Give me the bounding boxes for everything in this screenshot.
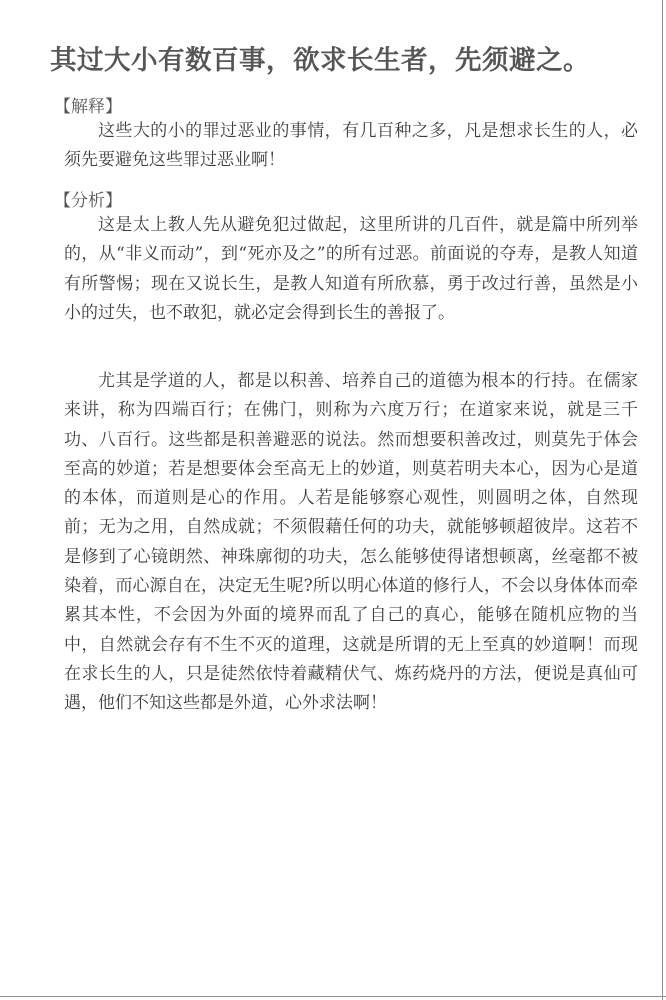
analysis-paragraph-1: 这是太上教人先从避免犯过做起，这里所讲的几百件，就是篇中所列举的，从“非义而动”，到“死亦及之”的所有过恶。前面说的夺寿，是教人知道有所警惕；现在又说长生，是教人知道有所欣慕，勇于改过行善，虽然是小小的过失，也不敢犯，就必定会得到长生的善报了。 — [64, 215, 638, 323]
analysis-label: 【分析】 — [54, 191, 122, 211]
explanation-text: 这些大的小的罪过恶业的事情，有几百种之多，凡是想求长生的人，必须先要避免这些罪过恶业啊！ — [64, 121, 638, 171]
explanation-label: 【解释】 — [54, 97, 122, 117]
analysis-paragraph-2: 尤其是学道的人，都是以积善、培养自己的道德为根本的行持。在儒家来讲，称为四端百行；在佛门，则称为六度万行；在道家来说，就是三千功、八百行。这些都是积善避恶的说法。然而想要积善改过，则莫先于体会至高的妙道；若是想要体会至高无上的妙道，则莫若明夫本心，因为心是道的本体，而道则是心的作用。人若是能够察心观性，则圆明之体，自然现前；无为之用，自然成就；不须假藉任何的功夫，就能够顿超彼岸。这若不是修到了心镜朗然、神珠廓彻的功夫，怎么能够使得诸想顿离，丝毫都不被染着，而心源自在，决定无生呢?所以明心体道的修行人，不会以身体体而牵累其本性，不会因为外面的境界而乱了自己的真心，能够在随机应物的当中，自然就会存有不生不灭的道理，这就是所谓的无上至真的妙道啊！而现在求长生的人，只是徒然依恃着藏精伏气、炼药烧丹的方法，便说是真仙可遇，他们不知这些都是外道，心外求法啊！ — [64, 371, 638, 714]
page-edge-bottom — [0, 996, 666, 997]
page-edge-right — [662, 0, 663, 1000]
page-title: 其过大小有数百事，欲求长生者，先须避之。 — [50, 45, 590, 76]
